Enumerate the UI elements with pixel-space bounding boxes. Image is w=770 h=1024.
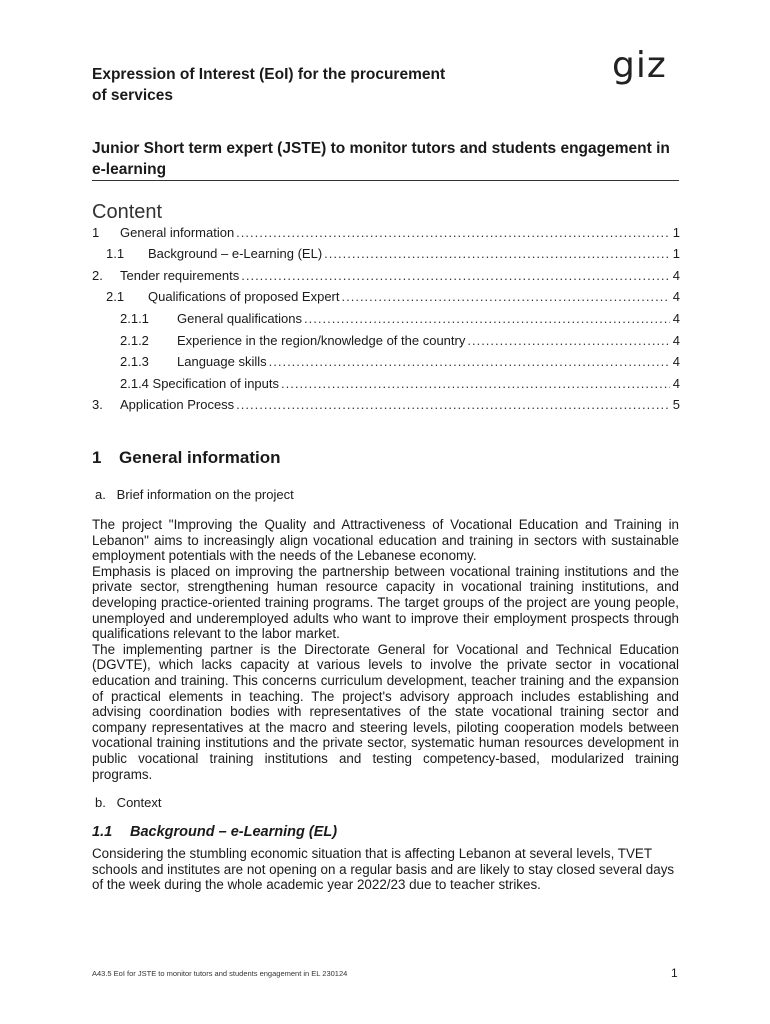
toc-entry-label: Language skills bbox=[177, 354, 267, 369]
section-title: General information bbox=[119, 448, 281, 467]
toc-entry[interactable] bbox=[92, 246, 680, 266]
paragraph: The project "Improving the Quality and Attractiveness of Vocational Education and Training in Lebanon" aims to increasingly align vocational education and training in sectors with sustainable employment potentials with the needs of the Lebanese economy. bbox=[92, 517, 679, 564]
section-heading-background bbox=[92, 824, 337, 840]
toc-entry[interactable] bbox=[92, 225, 680, 245]
toc-entry-label: General information bbox=[120, 225, 235, 240]
toc-entry-label: 2.1.4 Specification of inputs bbox=[120, 376, 279, 391]
giz-logo: giz bbox=[612, 45, 667, 86]
paragraph: The implementing partner is the Directorate General for Vocational and Technical Education (DGVTE), which lacks capacity at various levels to involve the private sector in vocational education and training. This concerns curriculum development, teacher training and the expansion of practical elements in teaching. The project's advisory approach includes establishing and advising coordination bodies with representatives of the state vocational training sector and company representatives at the macro and steering levels, piloting cooperation models between vocational training institutions and the private sector, systematic human resources development in public vocational training institutions and testing competency-based, modularized training programs. bbox=[92, 641, 679, 782]
toc-leader bbox=[236, 225, 670, 240]
toc-entry-page: 5 bbox=[672, 397, 680, 412]
toc-entry[interactable] bbox=[92, 376, 680, 396]
section-number: 1.1 bbox=[92, 824, 113, 840]
toc-entry-number: 3. bbox=[92, 397, 103, 412]
toc-entry-label: Experience in the region/knowledge of the country bbox=[177, 333, 466, 348]
subheading-brief-information: a. Brief information on the project bbox=[95, 487, 294, 502]
toc-entry-number: 2. bbox=[92, 268, 103, 283]
toc-heading: Content bbox=[92, 201, 163, 223]
toc-entry-page: 4 bbox=[672, 354, 680, 369]
toc-entry-page: 1 bbox=[672, 246, 680, 261]
toc-leader bbox=[241, 268, 670, 283]
toc-leader bbox=[342, 289, 671, 304]
toc-entry-number: 2.1.2 bbox=[120, 333, 149, 348]
toc-entry-page: 4 bbox=[672, 376, 680, 391]
page-number: 1 bbox=[671, 966, 678, 980]
eoi-title: Expression of Interest (EoI) for the procurement of services bbox=[92, 66, 446, 104]
toc-entry-page: 4 bbox=[672, 311, 680, 326]
toc-entry-page: 4 bbox=[672, 289, 680, 304]
toc-leader bbox=[281, 376, 670, 391]
toc-entry[interactable] bbox=[92, 268, 680, 288]
toc-entry-page: 4 bbox=[672, 268, 680, 283]
toc-entry[interactable] bbox=[92, 311, 680, 331]
job-title: Junior Short term expert (JSTE) to monitor tutors and students engagement in e-learning bbox=[92, 138, 679, 181]
paragraph: Considering the stumbling economic situation that is affecting Lebanon at several levels, TVET schools and institutes are not opening on a regular basis and are likely to stay closed several days of the week during the whole academic year 2022/23 due to teacher strikes. bbox=[92, 846, 675, 893]
subheading-context: b. Context bbox=[95, 795, 162, 810]
toc-entry[interactable] bbox=[92, 289, 680, 309]
section-number: 1 bbox=[92, 448, 102, 467]
toc-entry-label: Tender requirements bbox=[120, 268, 240, 283]
footer-text: A43.5 EoI for JSTE to monitor tutors and students engagement in EL 230124 bbox=[92, 969, 348, 978]
section-heading-general-information bbox=[92, 448, 281, 468]
toc-leader bbox=[304, 311, 670, 326]
toc-leader bbox=[324, 246, 670, 261]
project-description bbox=[92, 517, 679, 782]
toc-entry[interactable] bbox=[92, 354, 680, 374]
toc-entry-number: 2.1.1 bbox=[120, 311, 149, 326]
toc-entry-label: General qualifications bbox=[177, 311, 303, 326]
toc-entry-number: 1.1 bbox=[106, 246, 125, 261]
toc-leader bbox=[269, 354, 670, 369]
background-description bbox=[92, 846, 679, 893]
toc-entry-label: Background – e-Learning (EL) bbox=[148, 246, 323, 261]
toc-entry-page: 1 bbox=[672, 225, 680, 240]
toc-leader bbox=[236, 397, 670, 412]
paragraph: Emphasis is placed on improving the partnership between vocational training institutions and the private sector, strengthening human resource capacity in vocational training institutions, and developing practice-oriented training programs. The target groups of the project are young people, unemployed and underemployed adults who want to improve their employment prospects through qualifications relevant to the labor market. bbox=[92, 563, 679, 642]
toc-entry-label: Application Process bbox=[120, 397, 235, 412]
toc-entry-number: 2.1.3 bbox=[120, 354, 149, 369]
toc-entry[interactable] bbox=[92, 333, 680, 353]
toc-entry-number: 2.1 bbox=[106, 289, 125, 304]
toc-entry-page: 4 bbox=[672, 333, 680, 348]
section-title: Background – e-Learning (EL) bbox=[130, 824, 338, 840]
toc-entry[interactable] bbox=[92, 397, 680, 417]
toc-entry-label: Qualifications of proposed Expert bbox=[148, 289, 340, 304]
toc-entry-number: 1 bbox=[92, 225, 100, 240]
toc-leader bbox=[467, 333, 670, 348]
